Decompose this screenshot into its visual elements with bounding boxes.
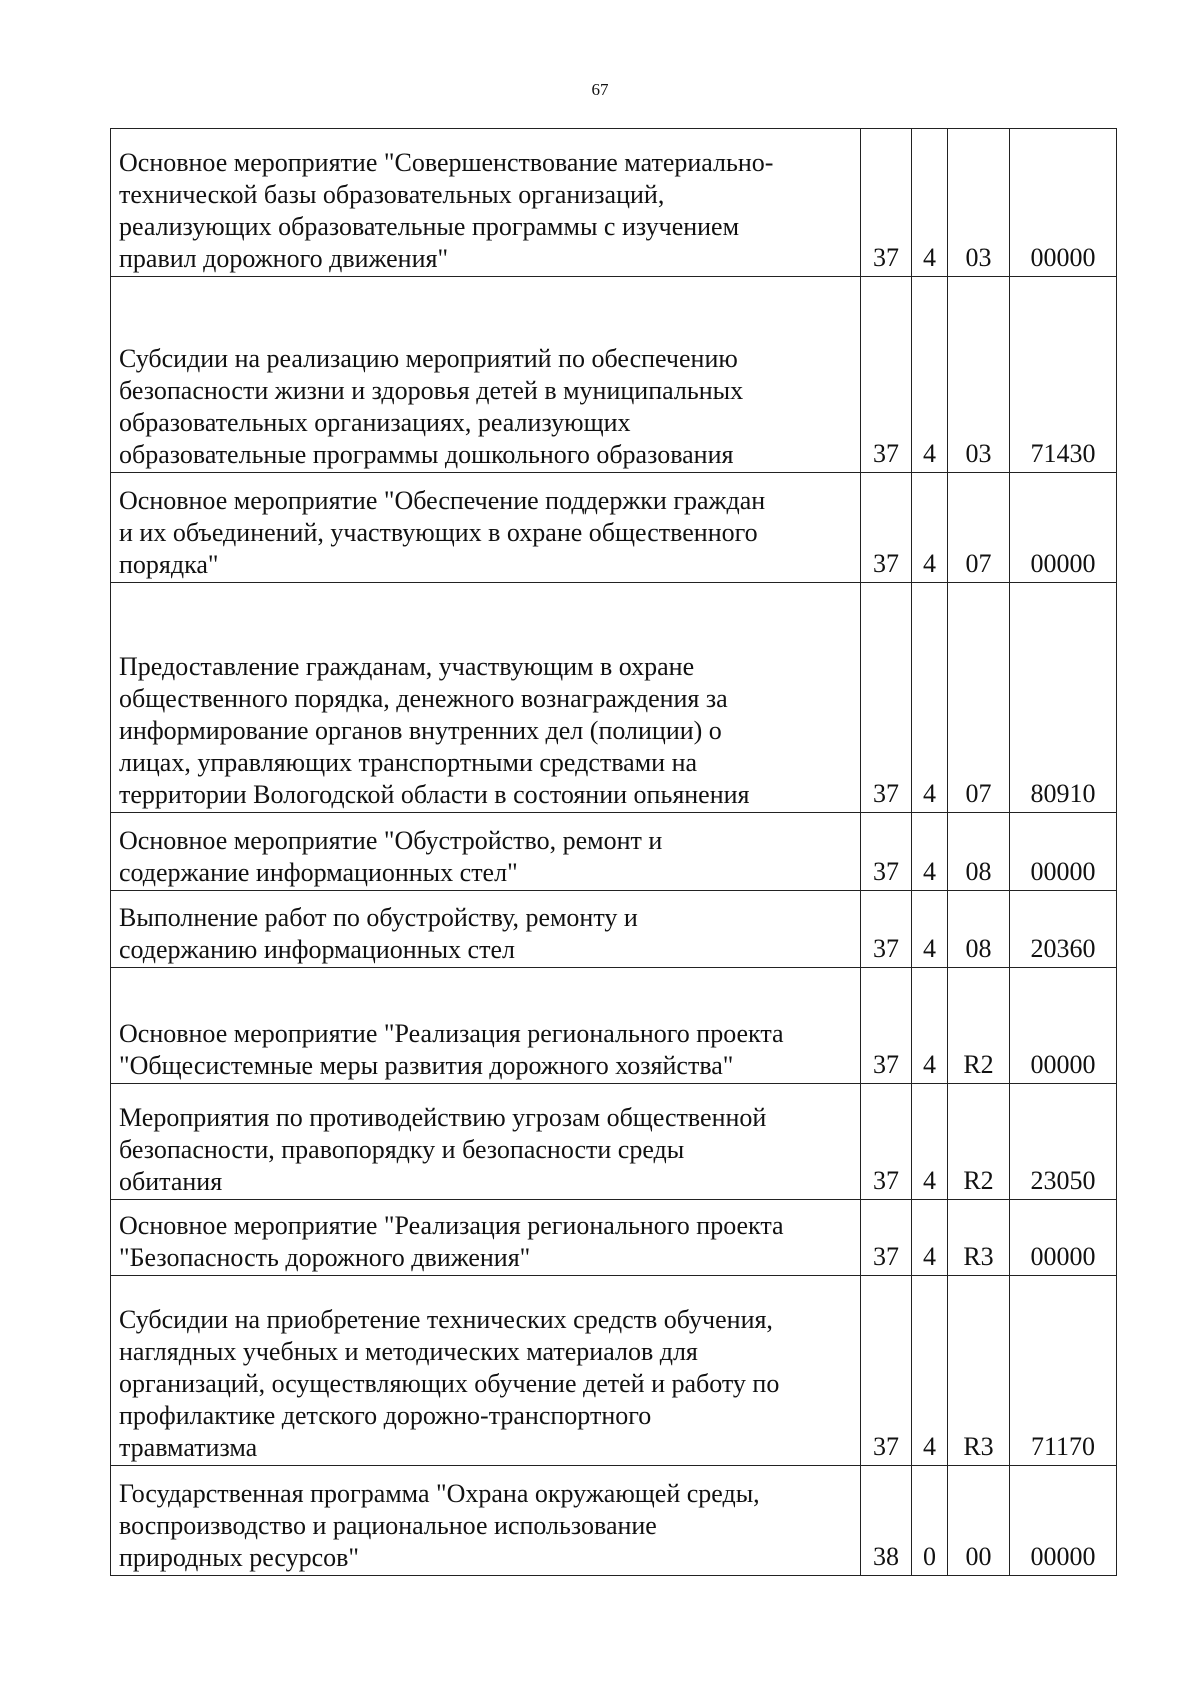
table-row (111, 1276, 1117, 1466)
table-row (111, 1084, 1117, 1200)
table-row (111, 1200, 1117, 1276)
code-cell-3: R2 (948, 1084, 1010, 1200)
code-cell-4: 00000 (1010, 813, 1117, 891)
code-cell-3: 03 (948, 277, 1010, 473)
code-cell-1: 37 (861, 129, 912, 277)
row-name-cell: Основное мероприятие "Обеспечение поддержки граждан и их объединений, участвующих в охране общественного порядка" (111, 473, 861, 583)
table-row (111, 813, 1117, 891)
table-row (111, 891, 1117, 968)
code-cell-2: 4 (912, 583, 948, 813)
table-row (111, 968, 1117, 1084)
row-name-cell: Основное мероприятие "Совершенствование материально- технической базы образовательных организаций, реализующих образовательные программы с изучением правил дорожного движения" (111, 129, 861, 277)
row-name-cell: Выполнение работ по обустройству, ремонту и содержанию информационных стел (111, 891, 861, 968)
page-number: 67 (591, 80, 609, 99)
code-cell-2: 0 (912, 1466, 948, 1576)
code-cell-1: 37 (861, 1200, 912, 1276)
code-cell-4: 23050 (1010, 1084, 1117, 1200)
code-cell-2: 4 (912, 1276, 948, 1466)
code-cell-2: 4 (912, 473, 948, 583)
code-cell-4: 20360 (1010, 891, 1117, 968)
table-row (111, 277, 1117, 473)
table-row (111, 583, 1117, 813)
table-row (111, 473, 1117, 583)
row-name-cell: Субсидии на реализацию мероприятий по обеспечению безопасности жизни и здоровья детей в муниципальных образовательных организациях, реализующих образовательные программы дошкольного образования (111, 277, 861, 473)
code-cell-3: 00 (948, 1466, 1010, 1576)
row-name-cell: Основное мероприятие "Реализация регионального проекта "Общесистемные меры развития дорожного хозяйства" (111, 968, 861, 1084)
code-cell-4: 00000 (1010, 1466, 1117, 1576)
code-cell-1: 38 (861, 1466, 912, 1576)
table-row (111, 129, 1117, 277)
code-cell-1: 37 (861, 1276, 912, 1466)
code-cell-2: 4 (912, 277, 948, 473)
code-cell-2: 4 (912, 813, 948, 891)
code-cell-3: 07 (948, 473, 1010, 583)
code-cell-4: 00000 (1010, 473, 1117, 583)
budget-classification-table (110, 128, 1117, 1576)
code-cell-2: 4 (912, 1084, 948, 1200)
row-name-cell: Государственная программа "Охрана окружающей среды, воспроизводство и рациональное использование природных ресурсов" (111, 1466, 861, 1576)
code-cell-2: 4 (912, 968, 948, 1084)
code-cell-1: 37 (861, 583, 912, 813)
code-cell-1: 37 (861, 473, 912, 583)
code-cell-3: 03 (948, 129, 1010, 277)
code-cell-1: 37 (861, 277, 912, 473)
code-cell-3: R3 (948, 1276, 1010, 1466)
row-name-cell: Основное мероприятие "Обустройство, ремонт и содержание информационных стел" (111, 813, 861, 891)
code-cell-1: 37 (861, 968, 912, 1084)
row-name-cell: Предоставление гражданам, участвующим в охране общественного порядка, денежного вознаграждения за информирование органов внутренних дел (полиции) о лицах, управляющих транспортными средствами на территории Вологодской области в состоянии опьянения (111, 583, 861, 813)
code-cell-4: 00000 (1010, 968, 1117, 1084)
row-name-cell: Мероприятия по противодействию угрозам общественной безопасности, правопорядку и безопасности среды обитания (111, 1084, 861, 1200)
code-cell-1: 37 (861, 891, 912, 968)
code-cell-3: 08 (948, 813, 1010, 891)
code-cell-1: 37 (861, 813, 912, 891)
table-row (111, 1466, 1117, 1576)
code-cell-2: 4 (912, 1200, 948, 1276)
code-cell-4: 80910 (1010, 583, 1117, 813)
code-cell-3: R3 (948, 1200, 1010, 1276)
code-cell-3: R2 (948, 968, 1010, 1084)
code-cell-4: 71430 (1010, 277, 1117, 473)
code-cell-2: 4 (912, 129, 948, 277)
code-cell-4: 71170 (1010, 1276, 1117, 1466)
code-cell-4: 00000 (1010, 1200, 1117, 1276)
code-cell-3: 08 (948, 891, 1010, 968)
code-cell-4: 00000 (1010, 129, 1117, 277)
row-name-cell: Основное мероприятие "Реализация регионального проекта "Безопасность дорожного движения" (111, 1200, 861, 1276)
code-cell-1: 37 (861, 1084, 912, 1200)
row-name-cell: Субсидии на приобретение технических средств обучения, наглядных учебных и методических материалов для организаций, осуществляющих обучение детей и работу по профилактике детского дорожно-транспортного травматизма (111, 1276, 861, 1466)
code-cell-3: 07 (948, 583, 1010, 813)
code-cell-2: 4 (912, 891, 948, 968)
